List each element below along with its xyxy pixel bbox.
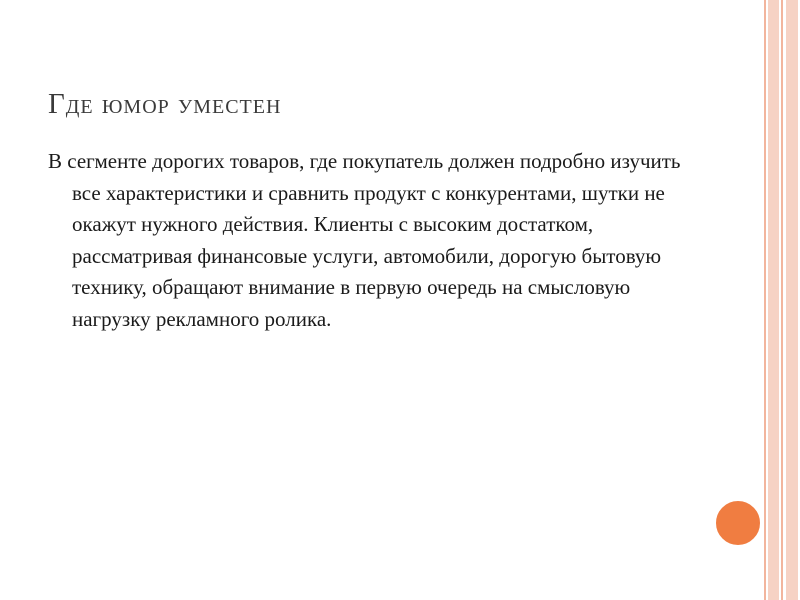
decorative-stripe <box>768 0 779 600</box>
decorative-stripe <box>781 0 783 600</box>
decorative-stripe <box>764 0 766 600</box>
decorative-stripe <box>786 0 798 600</box>
decorative-circle <box>714 499 762 547</box>
slide-title: Где юмор уместен <box>48 88 282 120</box>
slide-body-text: В сегменте дорогих товаров, где покупатель должен подробно изучить все характеристики и сравнить продукт с конкурентами, шутки не окажут нужного действия. Клиенты с высоким достатком, рассматривая финансовые услуги, автомобили, дорогую бытовую технику, обращают внимание в первую очередь на смысловую нагрузку рекламного ролика. <box>48 149 681 331</box>
